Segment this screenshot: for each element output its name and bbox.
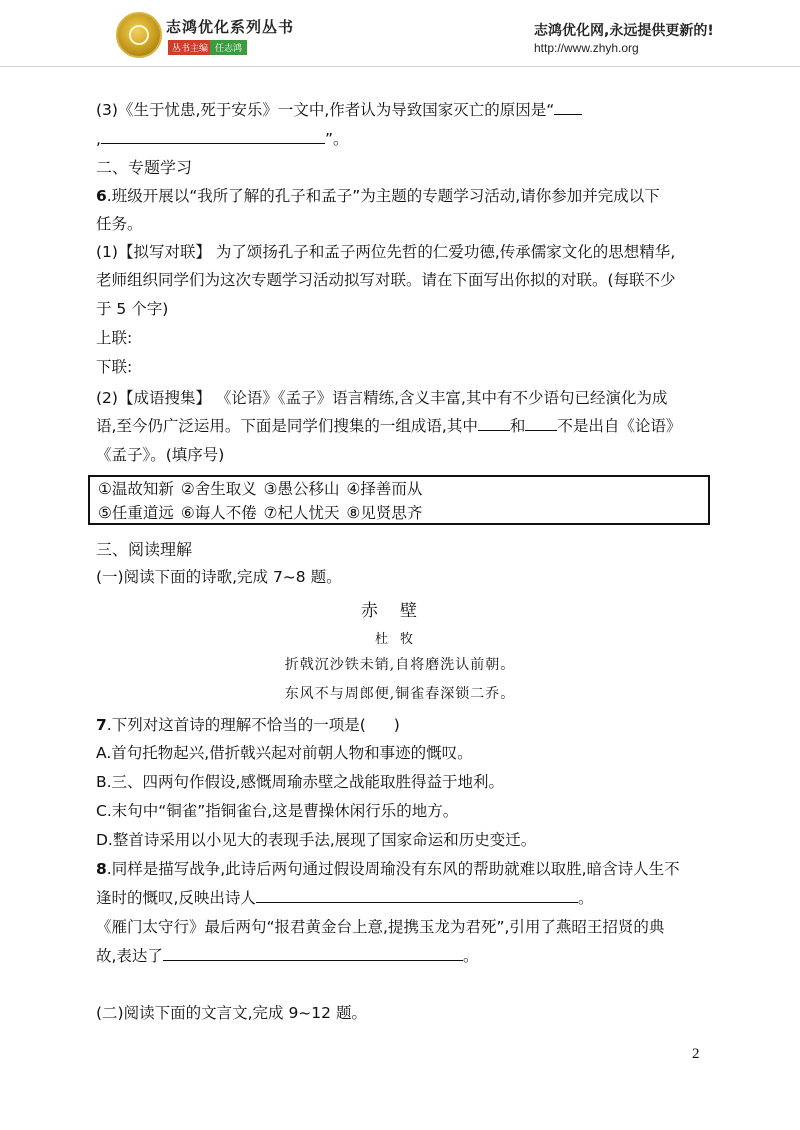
idioms-row-2: ⑤任重道远 ⑥诲人不倦 ⑦杞人忧天 ⑧见贤思齐 [98,504,423,522]
q5-3-line2 [96,127,348,151]
answer-blank[interactable] [478,414,510,431]
editor-name: 任志鸿 [210,40,247,55]
site-slogan: 志鸿优化网,永远提供更新的! [534,23,714,39]
q7-option-d: D.整首诗采用以小见大的表现手法,展现了国家命运和历史变迁。 [96,831,537,849]
q8-line1 [96,857,680,881]
q7-option-a: A.首句托物起兴,借折戟兴起对前朝人物和事迹的慨叹。 [96,744,473,762]
series-logo [116,12,162,58]
idiom-box [88,475,710,525]
lower-couplet-label: 下联: [96,358,133,376]
q8-line4 [96,944,478,968]
q6-2-text-c: 不是出自《论语》 [557,417,682,435]
answer-blank[interactable] [525,414,557,431]
q6-2-line2 [96,414,681,438]
q8-line4-text: 故,表达了 [96,947,163,965]
answer-blank[interactable] [163,944,463,961]
poem-line-2: 东风不与周郎便,铜雀春深锁二乔。 [284,686,516,702]
q7-stem-text: .下列对这首诗的理解不恰当的一项是( [106,716,366,734]
q8-line2-end: 。 [577,889,594,907]
q6-stem-line2: 任务。 [96,215,143,233]
part-2-intro: (二)阅读下面的文言文,完成 9~12 题。 [96,1004,367,1022]
answer-blank[interactable] [101,127,325,144]
section-3-heading: 三、阅读理解 [96,540,193,559]
q6-2-text-a: 语,至今仍广泛运用。下面是同学们搜集的一组成语,其中 [96,417,478,435]
q6-2-line3: 《孟子》。(填序号) [96,446,225,464]
series-title: 志鸿优化系列丛书 [166,18,295,36]
section-2-heading: 二、专题学习 [96,158,193,177]
q7-number: 7 [96,716,107,734]
q6-2-text-b: 和 [509,417,526,435]
q5-3-text: (3)《生于忧患,死于安乐》一文中,作者认为导致国家灭亡的原因是“ [96,101,555,119]
q5-3-comma: , [96,130,101,148]
q7-stem-close: ) [393,716,400,734]
q6-number: 6 [96,187,107,205]
poem-title: 赤壁 [361,601,439,621]
site-url[interactable]: http://www.zhyh.org [534,41,639,55]
q5-3-close-quote: ”。 [324,130,349,148]
q5-3-line1 [96,98,582,122]
upper-couplet-label: 上联: [96,329,133,347]
q8-line1-text: .同样是描写战争,此诗后两句通过假设周瑜没有东风的帮助就难以取胜,暗含诗人生不 [106,860,680,878]
answer-blank[interactable] [256,886,578,903]
header-divider [0,66,800,67]
page-number: 2 [692,1046,700,1062]
q6-1-line2: 老师组织同学们为这次专题学习活动拟写对联。请在下面写出你拟的对联。(每联不少 [96,271,676,289]
q8-line2 [96,886,593,910]
q8-line4-end: 。 [462,947,479,965]
q6-2-line1: (2)【成语搜集】 《论语》《孟子》语言精练,含义丰富,其中有不少语句已经演化为成 [96,389,668,407]
q6-stem-text: .班级开展以“我所了解的孔子和孟子”为主题的专题学习活动,请你参加并完成以下 [106,187,660,205]
poem-author: 杜牧 [374,632,425,647]
q6-1-line1: (1)【拟写对联】 为了颂扬孔子和孟子两位先哲的仁爱功德,传承儒家文化的思想精华, [96,243,676,261]
q7-stem [96,713,400,737]
page-header [0,0,800,70]
editor-label: 丛书主编 [168,40,212,55]
poem-line-1: 折戟沉沙铁未销,自将磨洗认前朝。 [284,657,516,673]
q6-stem-line1 [96,184,660,208]
idioms-row-1: ①温故知新 ②舍生取义 ③愚公移山 ④择善而从 [98,480,423,498]
q6-1-line3: 于 5 个字) [96,300,169,318]
answer-blank[interactable] [554,98,582,115]
q8-line2-text: 逢时的慨叹,反映出诗人 [96,889,256,907]
q8-line3: 《雁门太守行》最后两句“报君黄金台上意,提携玉龙为君死”,引用了燕昭王招贤的典 [96,918,665,936]
q7-option-b: B.三、四两句作假设,感慨周瑜赤壁之战能取胜得益于地利。 [96,773,504,791]
q7-option-c: C.末句中“铜雀”指铜雀台,这是曹操休闲行乐的地方。 [96,802,459,820]
q8-number: 8 [96,860,107,878]
part-1-intro: (一)阅读下面的诗歌,完成 7~8 题。 [96,568,342,586]
